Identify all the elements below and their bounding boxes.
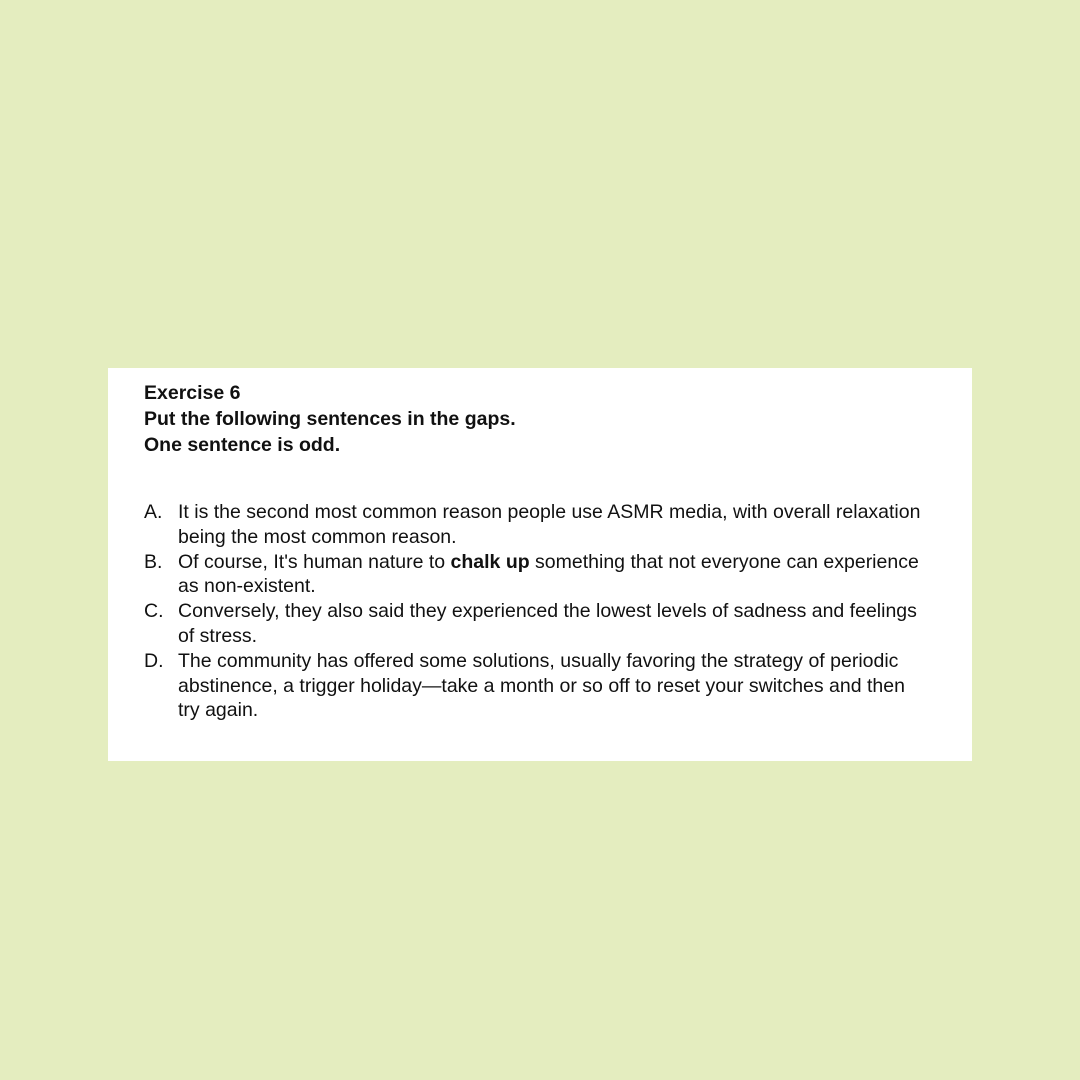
option-d <box>144 649 932 723</box>
option-text <box>178 500 932 550</box>
exercise-instruction: Put the following sentences in the gaps. <box>144 408 516 430</box>
exercise-title: Exercise 6 <box>144 382 241 404</box>
highlighted-phrase: chalk up <box>450 550 530 573</box>
exercise-note: One sentence is odd. <box>144 434 341 456</box>
exercise-card <box>108 368 972 761</box>
option-text-before: It is the second most common reason people use ASMR media, with overall relaxation being the most common reason. <box>178 501 921 548</box>
option-a <box>144 500 932 550</box>
option-letter: D. <box>144 649 164 672</box>
option-text-after: something that not everyone can experience as non-existent. <box>178 550 919 598</box>
option-text-before: The community has offered some solutions, usually favoring the strategy of periodic abstinence, a trigger holiday—take a month or so off to reset your switches and then try again. <box>178 649 905 722</box>
option-b <box>144 550 932 600</box>
option-letter: B. <box>144 550 163 573</box>
option-letter: A. <box>144 501 163 523</box>
options-list <box>144 500 932 723</box>
option-text <box>178 550 932 600</box>
option-text-before: Conversely, they also said they experienced the lowest levels of sadness and feelings of stress. <box>178 600 917 647</box>
option-text <box>178 649 932 723</box>
option-c <box>144 599 932 649</box>
option-letter: C. <box>144 600 164 623</box>
option-text-before: Of course, It's human nature to <box>178 550 451 573</box>
option-text <box>178 599 932 649</box>
